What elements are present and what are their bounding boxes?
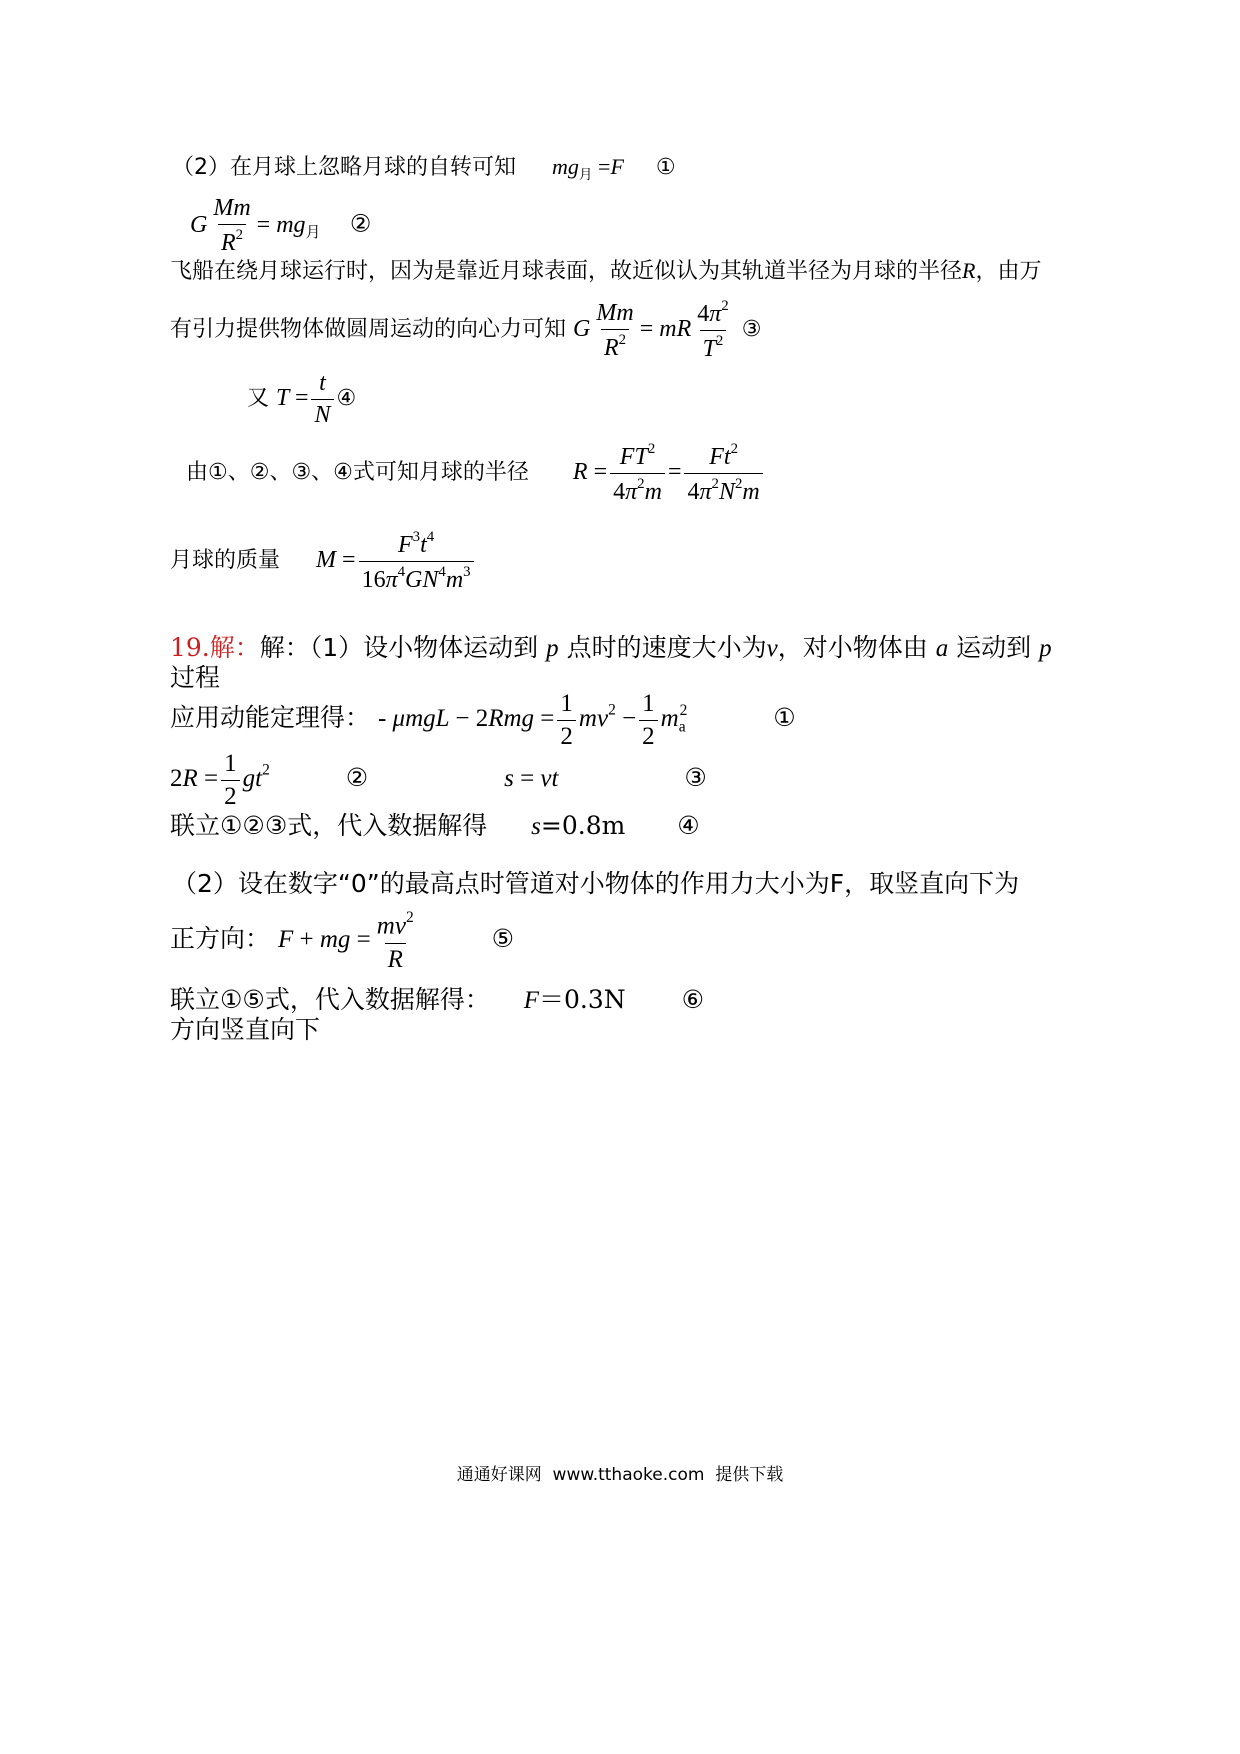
equation-number: ⑥ xyxy=(681,985,704,1014)
equation-number: ② xyxy=(349,209,372,238)
centripetal-line xyxy=(170,298,761,363)
orbit-var: R xyxy=(962,258,976,283)
direction-line xyxy=(170,909,514,974)
radius-text: 由①、②、③、④式可知月球的半径 xyxy=(186,460,529,486)
period-prefix: 又 xyxy=(247,386,270,412)
direction-text: 正方向： xyxy=(170,924,271,954)
var-F: F xyxy=(523,987,540,1014)
equation-gravitation: G $\frac{Mm}{R^2}$ = $mg_月$ xyxy=(190,195,321,257)
radius-line xyxy=(186,441,766,506)
equation-number: ① xyxy=(773,703,796,733)
p19-label: 19.解： xyxy=(170,633,260,662)
equation-number: ③ xyxy=(684,763,707,793)
p19-intro: 解：（1）设小物体运动到 xyxy=(259,633,539,662)
equation-centripetal: G $\frac{Mm}{R^2}$ = mR $\frac{4\pi^2}{T^2}$ xyxy=(573,298,729,363)
p19-intro-line xyxy=(170,628,1052,664)
equation-energy: - μmgL − 2Rmg = $\frac{1}{2}$ $mv^2$ − $\frac{1}{2}$ $m_a^2$ xyxy=(377,690,688,750)
p19-part2-text: （2）设在数字“0”的最高点时管道对小物体的作用力大小为F，取竖直向下为 xyxy=(172,869,1020,898)
orbit-text: 飞船在绕月球运行时，因为是靠近月球表面，故近似认为其轨道半径为月球的半径 xyxy=(170,259,963,284)
equation-number: ④ xyxy=(677,811,700,840)
equation-gravity-force: $mg_月 =F$ xyxy=(552,154,624,183)
equation-number: ① xyxy=(655,155,676,180)
var-v: v xyxy=(766,635,778,662)
orbit-tail: ，由万 xyxy=(975,259,1042,284)
equation-number: ⑤ xyxy=(491,924,515,954)
var-s: s xyxy=(531,813,541,840)
combine2-value: ＝0.3N xyxy=(539,985,626,1014)
period-line xyxy=(247,370,356,429)
combine2-text: 联立①⑤式，代入数据解得： xyxy=(170,985,490,1014)
var-p: p xyxy=(546,635,559,662)
p19-intro-mid: 点时的速度大小为 xyxy=(566,633,767,662)
equation-distance: s = vt xyxy=(504,765,559,793)
p19-intro-mid2: ，对小物体由 xyxy=(777,633,928,662)
centripetal-text: 有引力提供物体做圆周运动的向心力可知 xyxy=(170,317,567,343)
part2-header-text: （2）在月球上忽略月球的自转可知 xyxy=(172,155,516,180)
equation-number: ② xyxy=(345,763,369,793)
equation-number: ④ xyxy=(336,386,357,412)
equation-period: T = $\frac{t}{N}$ xyxy=(276,385,336,411)
kinematics-line xyxy=(170,750,707,811)
final-text: 方向竖直向下 xyxy=(170,1015,321,1044)
energy-line xyxy=(170,690,796,751)
var-a: a xyxy=(935,635,949,662)
p19-intro-end: 运动到 xyxy=(956,633,1032,662)
combine1-value: =0.8m xyxy=(540,811,626,840)
equation-number: ③ xyxy=(741,317,762,343)
energy-text: 应用动能定理得： xyxy=(170,703,371,733)
orbit-text-line xyxy=(170,254,1041,285)
combine1-line xyxy=(170,806,700,842)
var-p2: p xyxy=(1039,635,1052,662)
combine1-text: 联立①②③式，代入数据解得 xyxy=(170,811,488,840)
equation-2-line xyxy=(190,195,371,257)
page-footer: 通通好课网 www.tthaoke.com 提供下载 xyxy=(456,1465,784,1485)
equation-radius: R = $\frac{FT^2}{4\pi^2m}$ = $\frac{Ft^2}{4\pi^2N^2m}$ xyxy=(573,459,766,485)
mass-text: 月球的质量 xyxy=(170,548,281,574)
p19-line2: 过程 xyxy=(170,663,221,692)
equation-mass: M = $\frac{F^3t^4}{16\pi^4GN^4m^3}$ xyxy=(316,547,477,573)
part2-header-line xyxy=(172,150,676,183)
mass-line xyxy=(170,529,477,594)
equation-force: F + mg = $\frac{mv^2}{R}$ xyxy=(277,909,414,973)
equation-fall: 2R = $\frac{1}{2}$ $gt^2$ xyxy=(170,750,270,810)
